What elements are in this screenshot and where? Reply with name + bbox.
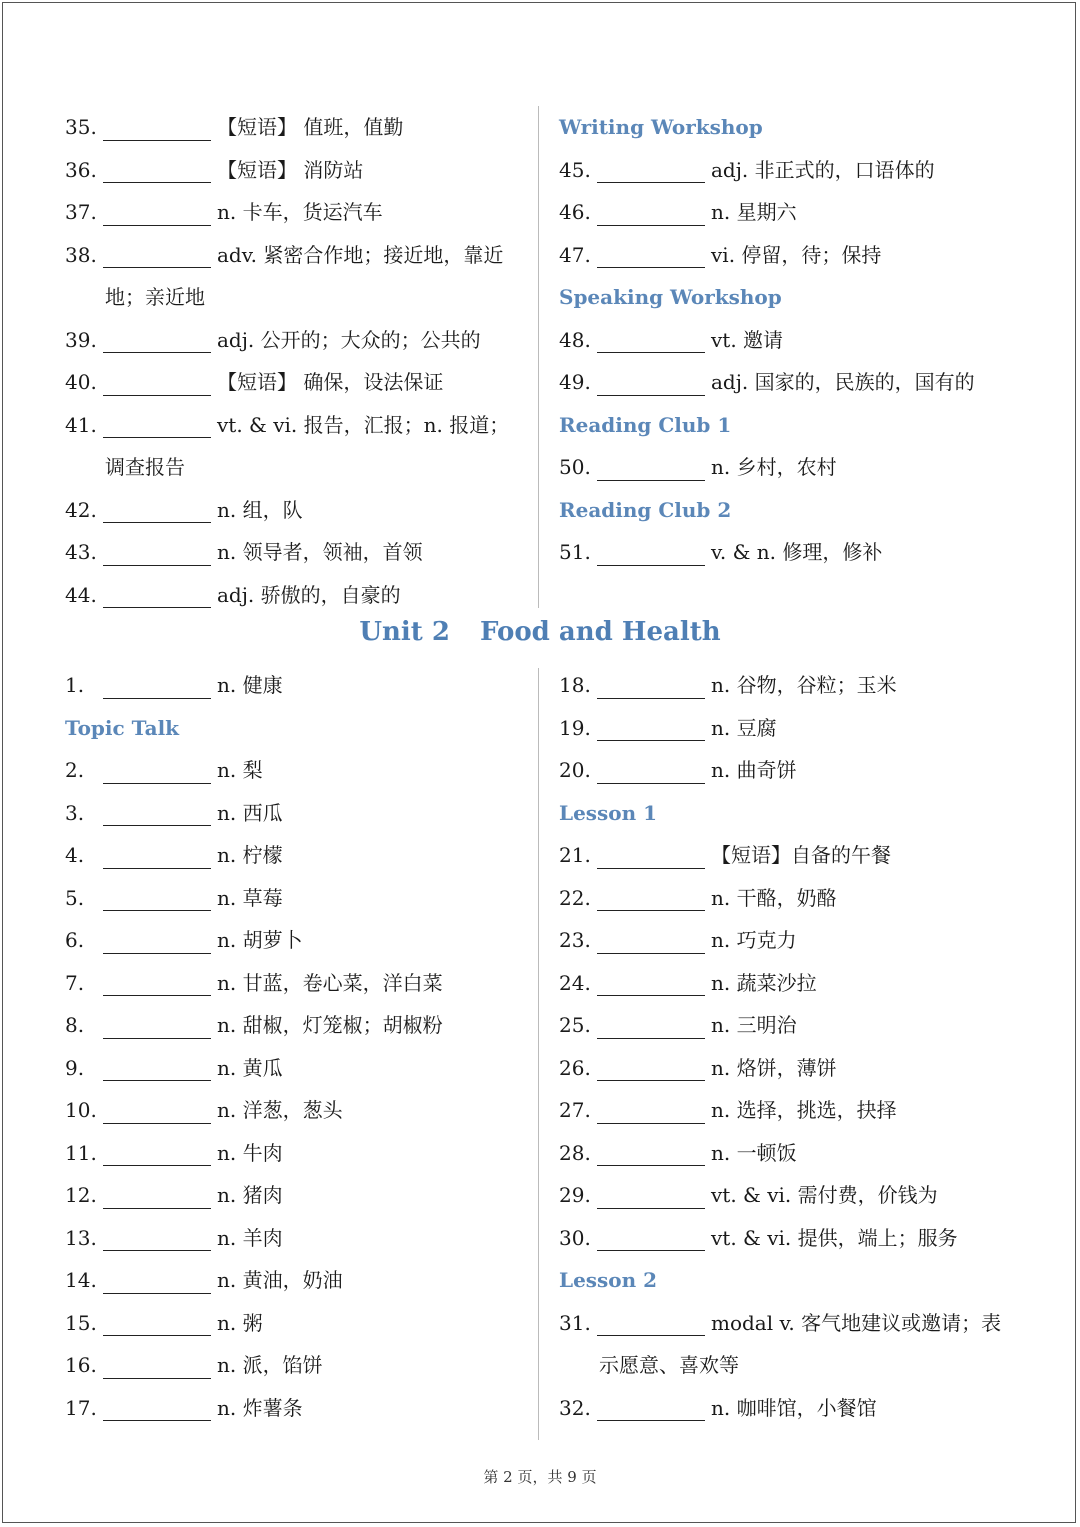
item-number: 40. <box>65 370 97 394</box>
item-definition: n. 西瓜 <box>217 800 283 825</box>
answer-blank[interactable] <box>597 840 705 869</box>
item-number: 20. <box>559 758 591 782</box>
item-number: 36. <box>65 157 97 182</box>
item-definition: adj. 骄傲的，自豪的 <box>217 582 401 607</box>
answer-blank[interactable] <box>597 1222 705 1251</box>
item-number: 22. <box>559 885 591 910</box>
item-definition: 【短语】 消防站 <box>217 157 364 182</box>
vocab-item <box>65 1174 535 1217</box>
item-definition: 【短语】 值班，值勤 <box>217 115 404 139</box>
vocab-item <box>65 1387 535 1430</box>
item-definition: n. 黄瓜 <box>217 1055 283 1080</box>
vocab-item <box>559 1302 1029 1345</box>
item-number: 50. <box>559 455 591 479</box>
vocab-item <box>65 106 535 149</box>
item-number: 8. <box>65 1013 85 1037</box>
item-definition: vi. 停留，待；保持 <box>711 242 882 267</box>
answer-blank[interactable] <box>597 452 705 481</box>
answer-blank[interactable] <box>103 367 211 396</box>
item-definition: n. 洋葱，葱头 <box>217 1098 343 1122</box>
answer-blank[interactable] <box>103 579 211 608</box>
answer-blank[interactable] <box>103 797 211 826</box>
vocab-item <box>65 361 535 404</box>
answer-blank[interactable] <box>103 1392 211 1421</box>
answer-blank[interactable] <box>597 197 705 226</box>
item-definition: n. 巧克力 <box>711 928 797 952</box>
section-heading: Writing Workshop <box>559 115 763 139</box>
vocab-item <box>559 1174 1029 1217</box>
answer-blank[interactable] <box>103 925 211 954</box>
item-number: 35. <box>65 115 97 139</box>
item-definition: n. 羊肉 <box>217 1225 283 1250</box>
item-number: 27. <box>559 1098 591 1122</box>
vocab-item <box>65 834 535 877</box>
answer-blank[interactable] <box>103 882 211 911</box>
item-definition: vt. & vi. 需付费，价钱为 <box>711 1183 938 1207</box>
item-number: 23. <box>559 928 591 952</box>
item-number: 28. <box>559 1140 591 1165</box>
answer-blank[interactable] <box>597 882 705 911</box>
item-number: 5. <box>65 885 85 910</box>
vocab-item <box>65 664 535 707</box>
vocab-item <box>65 404 535 447</box>
item-number: 7. <box>65 970 85 995</box>
vocab-item <box>559 919 1029 962</box>
item-definition: n. 选择，挑选，抉择 <box>711 1098 897 1122</box>
column-divider-top <box>538 106 539 608</box>
item-definition: vt. & vi. 提供，端上；服务 <box>711 1225 958 1250</box>
item-number: 19. <box>559 715 591 740</box>
section2-left-column <box>65 664 535 1429</box>
vocab-item <box>559 234 1029 277</box>
item-definition: adj. 公开的；大众的；公共的 <box>217 327 481 352</box>
item-definition: n. 烙饼，薄饼 <box>711 1055 837 1080</box>
answer-blank[interactable] <box>597 1095 705 1124</box>
item-number: 4. <box>65 843 85 867</box>
item-definition: n. 领导者，领袖，首领 <box>217 540 423 564</box>
item-definition: n. 炸薯条 <box>217 1395 303 1420</box>
answer-blank[interactable] <box>597 1010 705 1039</box>
vocab-item <box>559 877 1029 920</box>
vocab-item <box>559 1004 1029 1047</box>
item-number: 11. <box>65 1140 97 1165</box>
item-definition: n. 乡村，农村 <box>711 455 837 479</box>
answer-blank[interactable] <box>103 1222 211 1251</box>
item-definition: n. 猪肉 <box>217 1183 283 1207</box>
vocab-item <box>65 531 535 574</box>
answer-blank[interactable] <box>597 324 705 353</box>
unit-name: Food and Health <box>479 617 721 647</box>
vocab-item <box>65 1089 535 1132</box>
answer-blank[interactable] <box>103 1307 211 1336</box>
unit-title <box>0 617 1080 647</box>
item-definition: v. & n. 修理，修补 <box>711 540 883 564</box>
item-definition: n. 一顿饭 <box>711 1140 797 1165</box>
vocab-item <box>65 1132 535 1175</box>
item-number: 26. <box>559 1055 591 1080</box>
item-number: 45. <box>559 157 591 182</box>
answer-blank[interactable] <box>103 197 211 226</box>
vocab-item <box>559 1387 1029 1430</box>
item-number: 1. <box>65 673 85 697</box>
answer-blank[interactable] <box>103 967 211 996</box>
answer-blank[interactable] <box>103 1180 211 1209</box>
vocab-item <box>65 1004 535 1047</box>
item-number: 2. <box>65 758 85 782</box>
vocab-item <box>65 749 535 792</box>
answer-blank[interactable] <box>103 755 211 784</box>
section-heading: Lesson 2 <box>559 1268 658 1292</box>
section-heading: Reading Club 1 <box>559 412 732 437</box>
vocab-item <box>65 1217 535 1260</box>
item-number: 46. <box>559 200 591 224</box>
vocab-item <box>65 489 535 532</box>
item-definition: modal v. 客气地建议或邀请；表 <box>711 1310 1002 1335</box>
vocab-item <box>559 1089 1029 1132</box>
item-definition: n. 甜椒，灯笼椒；胡椒粉 <box>217 1013 443 1037</box>
answer-blank[interactable] <box>103 1265 211 1294</box>
item-number: 43. <box>65 540 97 564</box>
vocab-item <box>559 191 1029 234</box>
answer-blank[interactable] <box>597 755 705 784</box>
item-number: 30. <box>559 1225 591 1250</box>
item-number: 12. <box>65 1183 97 1207</box>
item-number: 25. <box>559 1013 591 1037</box>
item-number: 37. <box>65 200 97 224</box>
item-number: 38. <box>65 242 97 267</box>
item-number: 17. <box>65 1395 97 1420</box>
item-definition: adj. 非正式的，口语体的 <box>711 157 935 182</box>
item-number: 49. <box>559 370 591 394</box>
vocab-item <box>559 834 1029 877</box>
vocab-item <box>559 707 1029 750</box>
vocab-item <box>65 962 535 1005</box>
answer-blank[interactable] <box>597 1180 705 1209</box>
answer-blank[interactable] <box>103 670 211 699</box>
vocab-item <box>65 1344 535 1387</box>
item-definition: n. 派，馅饼 <box>217 1353 323 1377</box>
item-number: 9. <box>65 1055 85 1080</box>
item-number: 32. <box>559 1395 591 1420</box>
answer-blank[interactable] <box>597 1052 705 1081</box>
item-number: 14. <box>65 1268 97 1292</box>
answer-blank[interactable] <box>597 925 705 954</box>
unit-label: Unit 2 <box>359 617 450 647</box>
item-definition: n. 草莓 <box>217 885 283 910</box>
section1-left-column <box>65 106 535 616</box>
answer-blank[interactable] <box>103 154 211 183</box>
answer-blank[interactable] <box>103 409 211 438</box>
answer-blank[interactable] <box>597 537 705 566</box>
answer-blank[interactable] <box>103 239 211 268</box>
vocab-item <box>65 191 535 234</box>
item-definition: n. 谷物，谷粒；玉米 <box>711 673 897 697</box>
vocab-item <box>65 319 535 362</box>
item-definition: n. 健康 <box>217 673 283 697</box>
item-number: 24. <box>559 970 591 995</box>
vocab-item <box>559 319 1029 362</box>
item-definition: n. 牛肉 <box>217 1140 283 1165</box>
item-definition: n. 柠檬 <box>217 843 283 867</box>
answer-blank[interactable] <box>103 1095 211 1124</box>
item-definition: n. 星期六 <box>711 200 797 224</box>
section-heading: Reading Club 2 <box>559 497 732 522</box>
item-definition: n. 三明治 <box>711 1013 797 1037</box>
vocab-item <box>559 664 1029 707</box>
item-number: 3. <box>65 800 85 825</box>
item-definition: 【短语】 确保，设法保证 <box>217 370 444 394</box>
section-heading: Speaking Workshop <box>559 285 782 309</box>
item-number: 47. <box>559 242 591 267</box>
vocab-item <box>65 149 535 192</box>
answer-blank[interactable] <box>103 1350 211 1379</box>
item-definition: n. 甘蓝，卷心菜，洋白菜 <box>217 970 443 995</box>
answer-blank[interactable] <box>103 324 211 353</box>
vocab-item <box>559 531 1029 574</box>
definition-continuation: 调查报告 <box>105 455 185 479</box>
answer-blank[interactable] <box>103 494 211 523</box>
item-definition: n. 梨 <box>217 758 263 782</box>
section2-right-column <box>559 664 1029 1429</box>
section-heading: Lesson 1 <box>559 800 658 825</box>
item-definition: vt. & vi. 报告，汇报；n. 报道； <box>217 412 510 437</box>
vocab-item <box>65 877 535 920</box>
answer-blank[interactable] <box>103 112 211 141</box>
item-number: 18. <box>559 673 591 697</box>
item-definition: n. 卡车，货运汽车 <box>217 200 383 224</box>
answer-blank[interactable] <box>597 1137 705 1166</box>
answer-blank[interactable] <box>597 367 705 396</box>
item-definition: 【短语】自备的午餐 <box>711 843 891 867</box>
section1-right-column <box>559 106 1029 574</box>
vocab-item <box>65 792 535 835</box>
section-heading: Topic Talk <box>65 715 180 740</box>
answer-blank[interactable] <box>597 1392 705 1421</box>
answer-blank[interactable] <box>103 1010 211 1039</box>
vocab-item <box>559 749 1029 792</box>
vocab-item <box>559 1132 1029 1175</box>
vocab-item <box>559 1047 1029 1090</box>
item-definition: n. 胡萝卜 <box>217 928 303 952</box>
item-number: 44. <box>65 582 97 607</box>
answer-blank[interactable] <box>597 154 705 183</box>
item-number: 42. <box>65 497 97 522</box>
item-number: 51. <box>559 540 591 564</box>
item-number: 21. <box>559 843 591 867</box>
item-definition: vt. 邀请 <box>711 327 784 352</box>
answer-blank[interactable] <box>103 1137 211 1166</box>
vocab-item <box>559 962 1029 1005</box>
answer-blank[interactable] <box>597 712 705 741</box>
item-definition: adj. 国家的，民族的，国有的 <box>711 370 975 394</box>
item-definition: n. 咖啡馆，小餐馆 <box>711 1395 877 1420</box>
item-definition: adv. 紧密合作地；接近地，靠近 <box>217 242 504 267</box>
answer-blank[interactable] <box>597 967 705 996</box>
item-definition: n. 组，队 <box>217 497 303 522</box>
vocab-item <box>65 1259 535 1302</box>
item-definition: n. 干酪，奶酪 <box>711 885 837 910</box>
vocab-item <box>559 1217 1029 1260</box>
vocab-item <box>559 446 1029 489</box>
item-definition: n. 曲奇饼 <box>711 758 797 782</box>
item-number: 16. <box>65 1353 97 1377</box>
item-number: 41. <box>65 412 97 437</box>
answer-blank[interactable] <box>103 537 211 566</box>
answer-blank[interactable] <box>597 1307 705 1336</box>
answer-blank[interactable] <box>103 840 211 869</box>
item-number: 10. <box>65 1098 97 1122</box>
vocab-item <box>65 1302 535 1345</box>
vocab-item <box>65 574 535 617</box>
vocab-item <box>65 234 535 277</box>
vocab-item <box>65 1047 535 1090</box>
item-number: 31. <box>559 1310 591 1335</box>
item-number: 6. <box>65 928 85 952</box>
vocab-item <box>559 361 1029 404</box>
item-number: 29. <box>559 1183 591 1207</box>
item-definition: n. 豆腐 <box>711 715 777 740</box>
item-number: 39. <box>65 327 97 352</box>
answer-blank[interactable] <box>597 239 705 268</box>
definition-continuation: 示愿意、喜欢等 <box>599 1353 739 1377</box>
column-divider-bottom <box>538 668 539 1440</box>
item-definition: n. 粥 <box>217 1310 263 1335</box>
item-number: 48. <box>559 327 591 352</box>
item-number: 15. <box>65 1310 97 1335</box>
item-number: 13. <box>65 1225 97 1250</box>
item-definition: n. 黄油，奶油 <box>217 1268 343 1292</box>
item-definition: n. 蔬菜沙拉 <box>711 970 817 995</box>
definition-continuation: 地；亲近地 <box>105 285 205 309</box>
vocab-item <box>559 149 1029 192</box>
answer-blank[interactable] <box>103 1052 211 1081</box>
page-footer: 第 2 页，共 9 页 <box>483 1468 597 1486</box>
vocab-item <box>65 919 535 962</box>
answer-blank[interactable] <box>597 670 705 699</box>
